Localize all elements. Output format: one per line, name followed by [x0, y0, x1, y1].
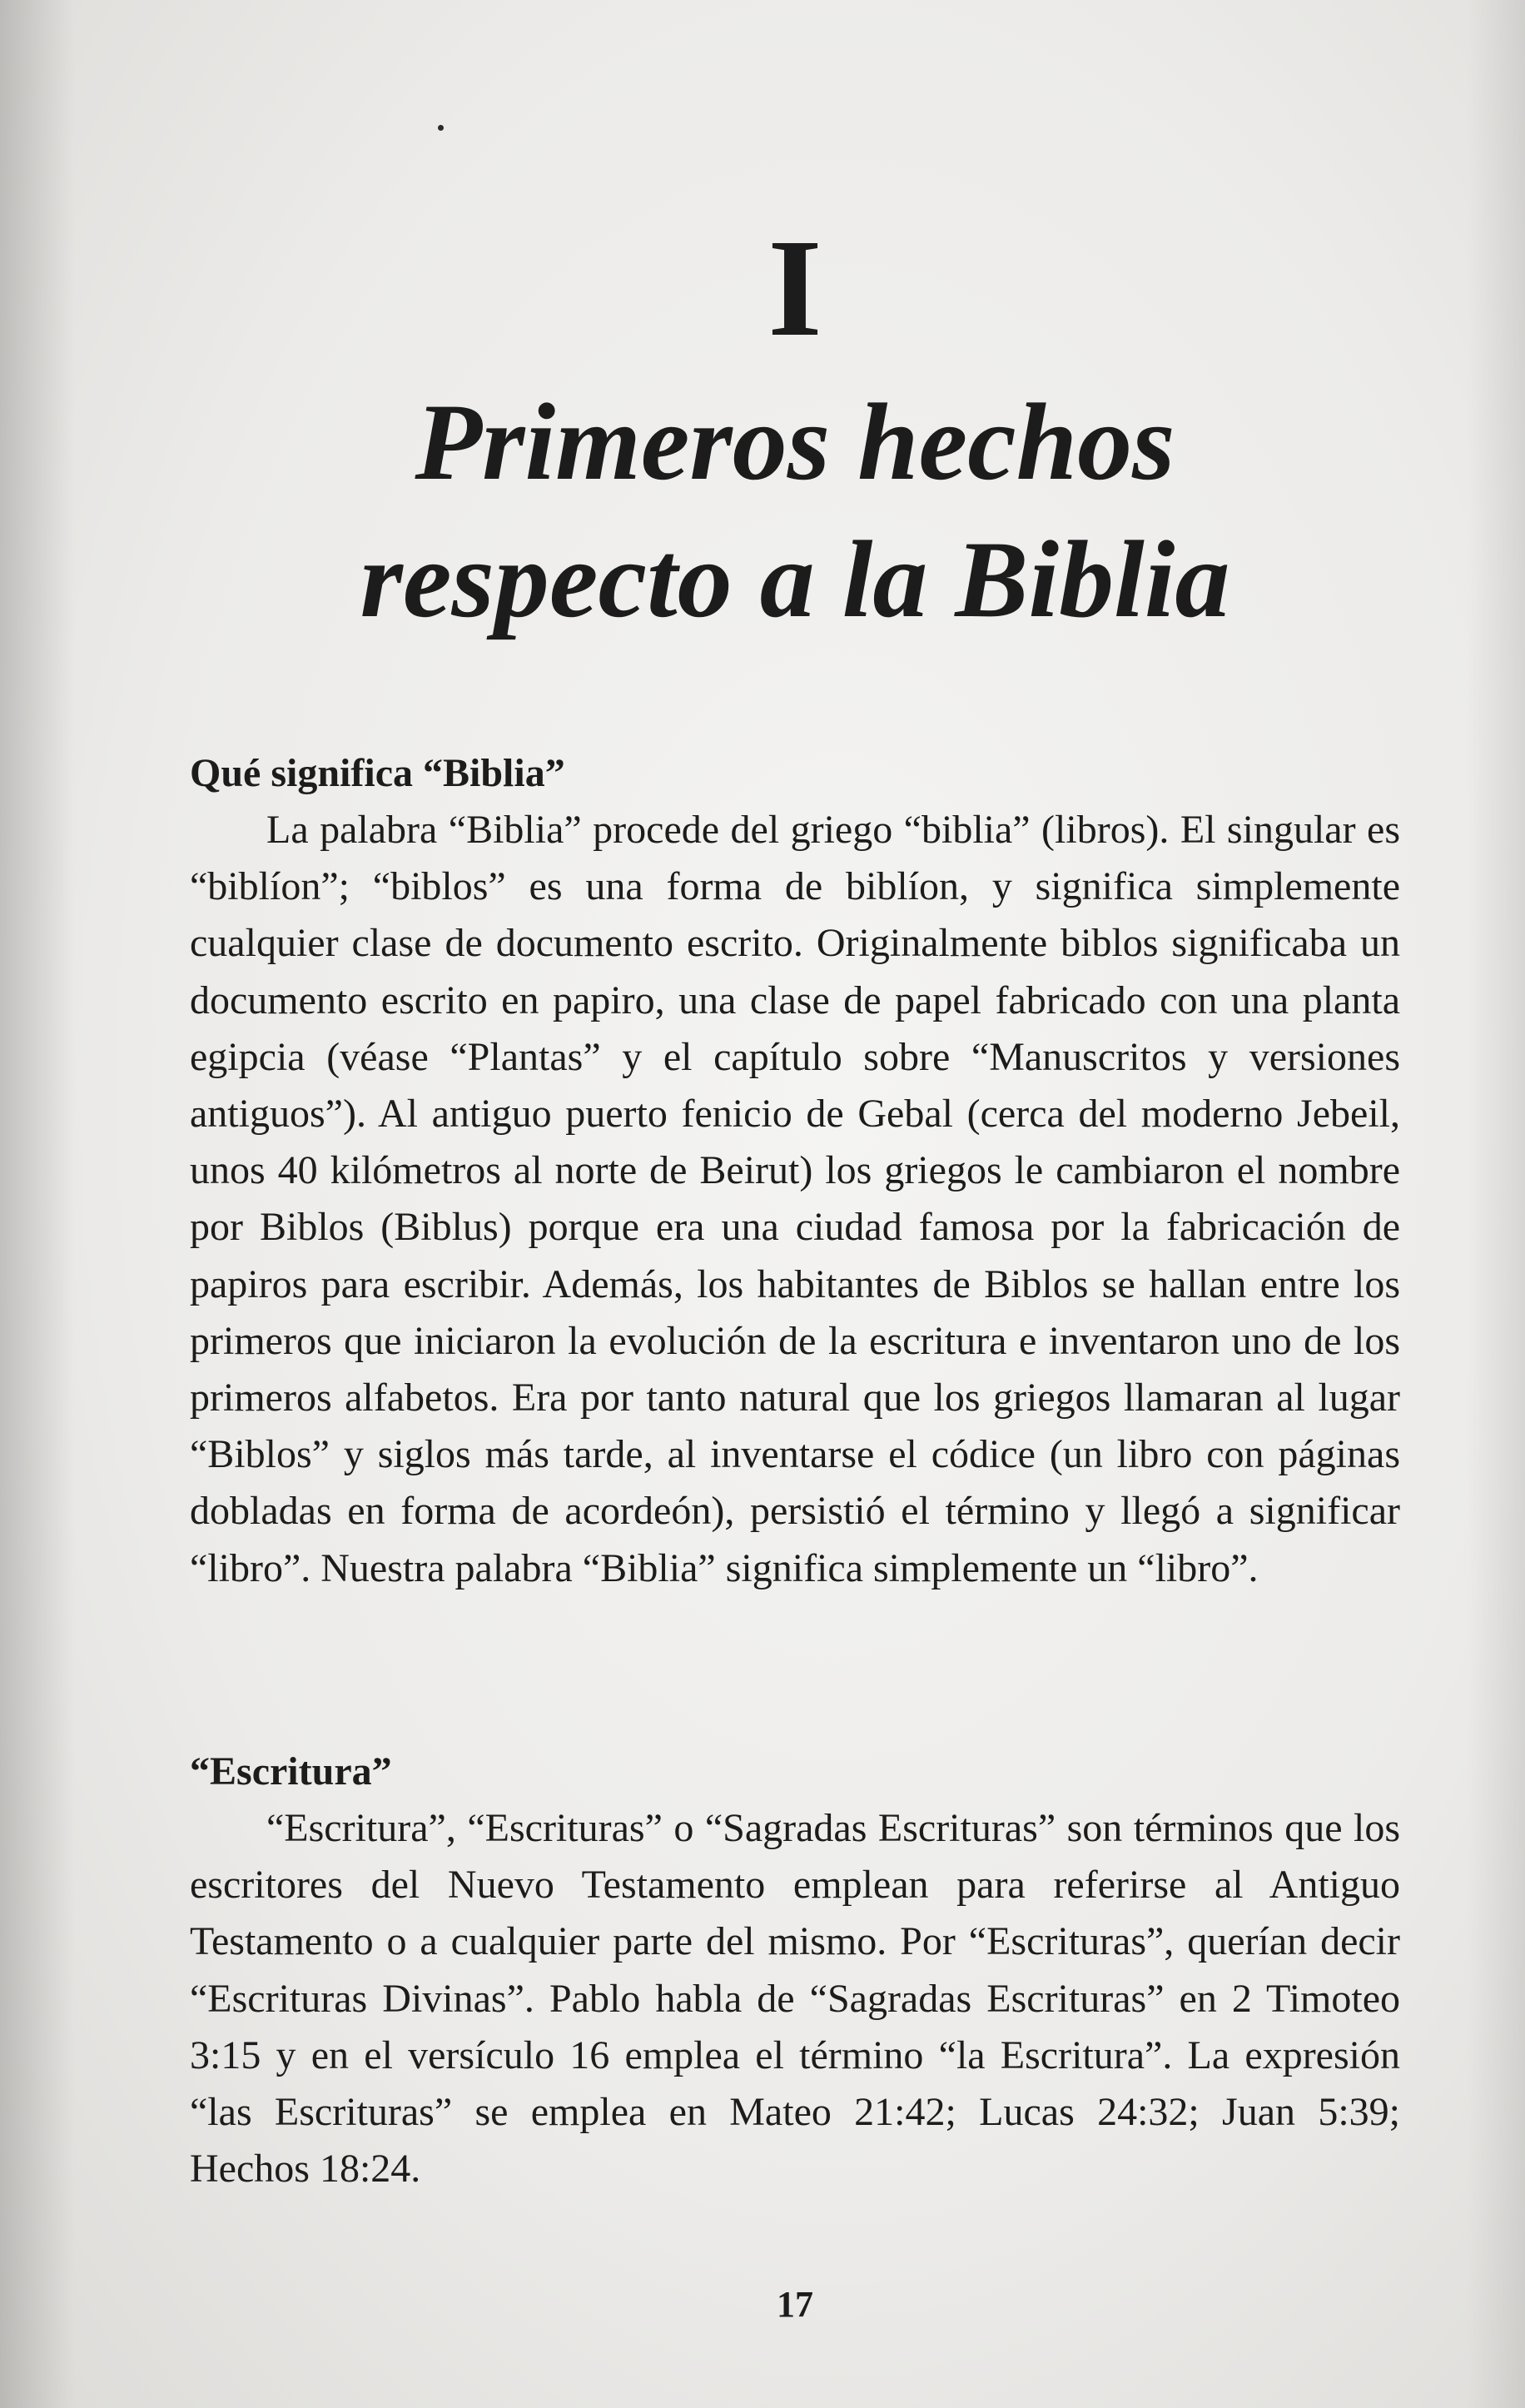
page-shadow-left [0, 0, 75, 2408]
ink-speck [438, 125, 444, 131]
page-shadow-right [1467, 0, 1525, 2408]
chapter-title-line-2: respecto a la Biblia [360, 518, 1230, 640]
section-heading: Qué significa “Biblia” [190, 751, 565, 795]
section-paragraph: “Escritura”, “Escrituras” o “Sagradas Escrituras” son términos que los escritores del Nuevo Testamento emplean para referirse al Antiguo Testamento o a cualquier parte del mismo. Por “Escrituras”, querían decir “Escrituras Divinas”. Pablo habla de “Sagradas Escrituras” en 2 Timoteo 3:15 y en el versículo 16 emplea el término “la Escritura”. La expresión “las Escrituras” se emplea en Mateo 21:42; Lucas 24:32; Juan 5:39; Hechos 18:24. [190, 1806, 1400, 2192]
section-escritura [190, 1744, 1400, 2197]
section-heading: “Escritura” [190, 1749, 392, 1794]
section-paragraph: La palabra “Biblia” procede del griego “biblia” (libros). El singular es “biblíon”; “biblos” es una forma de biblíon, y significa simplemente cualquier clase de documento escrito. Originalmente biblos significaba un documento escrito en papiro, una clase de papel fabricado con una planta egipcia (véase “Plantas” y el capítulo sobre “Manuscritos y versiones antiguos”). Al antiguo puerto fenicio de Gebal (cerca del moderno Jebeil, unos 40 kilómetros al norte de Beirut) los griegos le cambiaron el nombre por Biblos (Biblus) porque era una ciudad famosa por la fabricación de papiros para escribir. Además, los habitantes de Biblos se hallan entre los primeros que iniciaron la evolución de la escritura e inventaron uno de los primeros alfabetos. Era por tanto natural que los griegos llamaran al lugar “Biblos” y siglos más tarde, al inventarse el códice (un libro con páginas dobladas en forma de acordeón), persistió el término y llegó a significar “libro”. Nuestra palabra “Biblia” significa simplemente un “libro”. [190, 808, 1400, 1590]
chapter-number: I [767, 211, 822, 366]
section-biblia [190, 745, 1400, 1597]
page-number: 17 [777, 2284, 813, 2325]
chapter-title [0, 373, 1525, 648]
chapter-title-line-1: Primeros hechos [415, 381, 1175, 503]
